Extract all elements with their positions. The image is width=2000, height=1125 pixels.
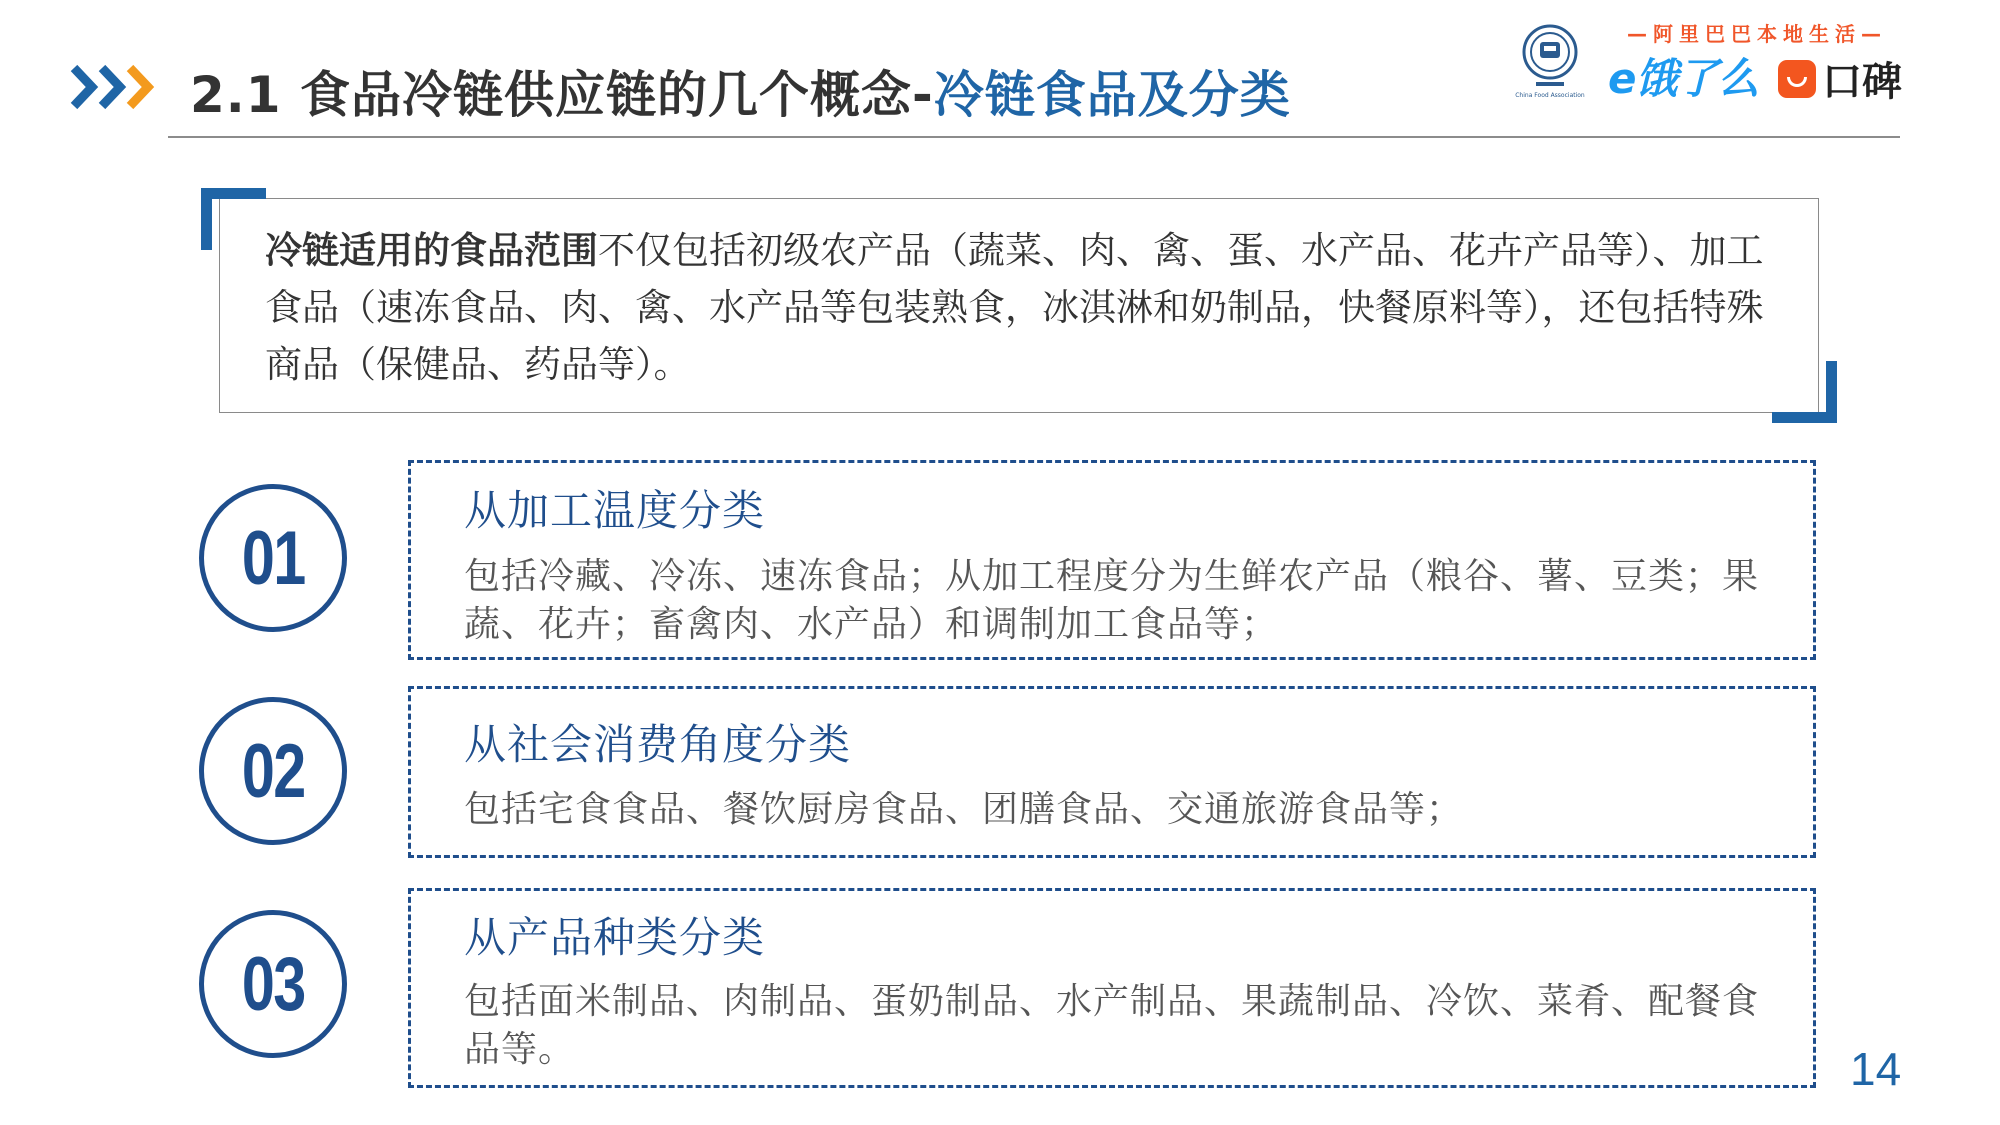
category-description: 包括宅食食品、餐饮厨房食品、团膳食品、交通旅游食品等；: [464, 789, 1464, 830]
category-number: 02: [241, 728, 305, 814]
intro-text: [265, 222, 1765, 393]
alibaba-local-life-tag: —阿里巴巴本地生活—: [1627, 22, 1887, 46]
page-title-accent: 冷链食品及分类: [933, 66, 1291, 124]
category-title: 从社会消费角度分类: [464, 720, 852, 769]
page-title-prefix: 2.1 食品冷链供应链的几个概念-: [190, 66, 934, 124]
category-description: 包括冷藏、冷冻、速冻食品；从加工程度分为生鲜农产品（粮谷、薯、豆类；果蔬、花卉；畜禽肉、水产品）和调制加工食品等；: [464, 556, 1760, 645]
page-number: 14: [1850, 1043, 1902, 1095]
category-number-circle: [199, 697, 347, 845]
category-number-circle: [199, 910, 347, 1058]
category-number: 01: [241, 515, 305, 601]
intro-body: 不仅包括初级农产品（蔬菜、肉、禽、蛋、水产品、花卉产品等）、加工食品（速冻食品、肉、禽、水产品等包装熟食，冰淇淋和奶制品，快餐原料等），还包括特殊商品（保健品、药品等）。: [265, 229, 1764, 386]
page-title: [190, 55, 1291, 127]
header-divider: [168, 136, 1900, 138]
koubei-logo: [1778, 50, 1902, 105]
category-description: 包括面米制品、肉制品、蛋奶制品、水产制品、果蔬制品、冷饮、菜肴、配餐食品等。: [464, 981, 1760, 1070]
category-number-circle: [199, 484, 347, 632]
intro-corner-bottom-right: [1772, 361, 1837, 423]
category-number: 03: [241, 941, 305, 1027]
chevron-arrows-icon: [70, 62, 160, 112]
category-title: 从产品种类分类: [464, 913, 766, 962]
association-logo: [1510, 22, 1590, 100]
association-name-en: China Food Association: [1515, 92, 1585, 99]
intro-corner-top-left: [201, 188, 266, 250]
eleme-logo: e饿了么: [1608, 54, 1759, 103]
koubei-smile-icon: [1778, 60, 1816, 98]
intro-lead: 冷链适用的食品范围: [265, 229, 598, 272]
category-title: 从加工温度分类: [464, 486, 766, 535]
association-emblem-icon: [1510, 22, 1590, 90]
koubei-logo-text: 口碑: [1822, 59, 1902, 105]
